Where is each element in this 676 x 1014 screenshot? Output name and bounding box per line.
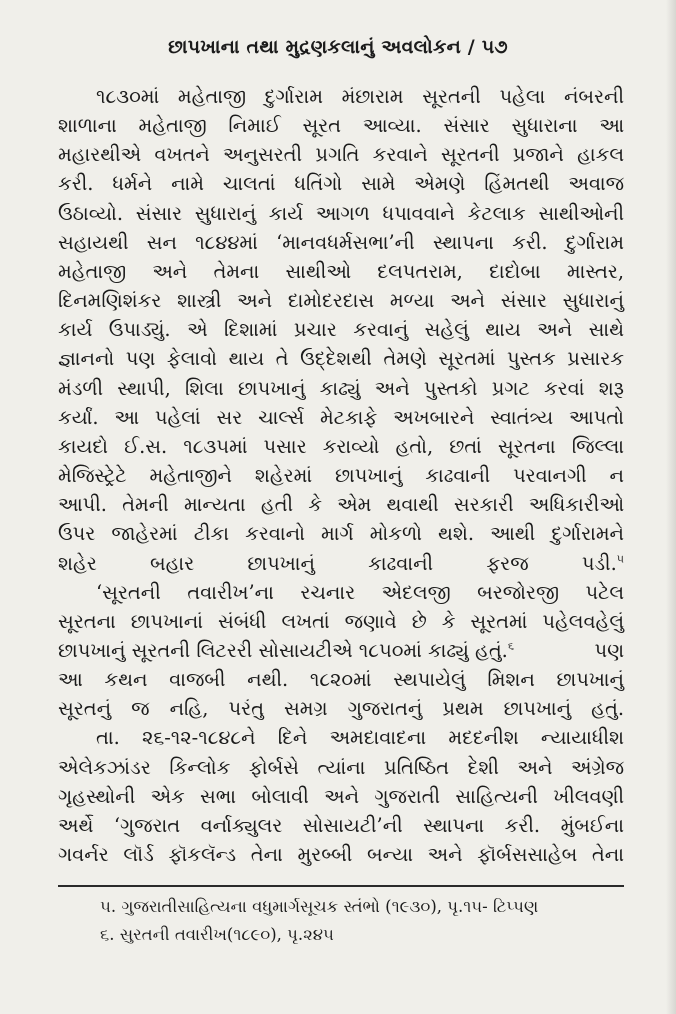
text-segment-a: છાપખાનું સૂરતની લિટરરી સોસાયટીએ ૧૮૫૦માં કાઢ્યું હતું.: [58, 638, 508, 662]
text-line: ‘સૂરતની તવારીખ’ના રચનાર એદલજી બરજોરજી પટેલ: [96, 580, 624, 604]
text-line-last: સૂરતનું જ નહિ, પરંતુ સમગ્ર ગુજરાતનું પ્રથમ છાપખાનું હતું.: [58, 697, 624, 721]
paragraph-3: [58, 723, 624, 869]
text-line: ગૃહસ્થોની એક સભા બોલાવી અને ગુજરાતી સાહિત્યની ખીલવણી: [58, 784, 624, 808]
text-line: એલેકઝાંડર કિન્લોક ફોર્બસે ત્યાંના પ્રતિષ્ઠિત દેશી અને અંગ્રેજ: [58, 755, 624, 779]
text-line: મેજિસ્ટ્રેટે મહેતાજીને શહેરમાં છાપખાનું કાઢવાની પરવાનગી ન: [58, 464, 624, 488]
text-line: મહારથીએ વખતને અનુસરતી પ્રગતિ કરવાને સૂરતની પ્રજાને હાકલ: [58, 143, 624, 167]
footnote-divider: [58, 885, 624, 887]
text-line: કાર્ય ઉપાડ્યું. એ દિશામાં પ્રચાર કરવાનું સહેલું થાય અને સાથે: [58, 318, 624, 342]
paragraph-2: [58, 578, 624, 724]
text-line: જ્ઞાનનો પણ ફેલાવો થાય તે ઉદ્દેશથી તેમણે સૂરતમાં પુસ્તક પ્રસારક: [58, 347, 624, 371]
text-line: ગવર્નર લૉર્ડ ફૉકલૅન્ડ તેના મુરબ્બી બન્યા અને ફૉર્બસસાહેબ તેના: [58, 843, 624, 867]
text-segment: શહેર બહાર છાપખાનું કાઢવાની ફરજ પડી.: [58, 551, 617, 575]
text-line: આપી. તેમની માન્યતા હતી કે એમ થવાથી સરકારી અધિકારીઓ: [58, 493, 624, 517]
text-segment: [58, 636, 514, 665]
text-line: તા. ૨૬-૧૨-૧૮૪૮ને દિને અમદાવાદના મદદનીશ ન્યાયાધીશ: [96, 726, 624, 750]
footnote-ref-6[interactable]: ૬: [507, 639, 515, 653]
text-line: [58, 636, 624, 665]
text-line: શાળાના મહેતાજી નિમાઈ સૂરત આવ્યા. સંસાર સુધારાના આ: [58, 114, 624, 138]
text-segment-b: પણ: [594, 638, 624, 662]
text-line: કરી. ધર્મને નામે ચાલતાં ધતિંગો સામે એમણે હિંમતથી અવાજ: [58, 172, 624, 196]
text-line: દિનમણિશંકર શાસ્ત્રી અને દામોદરદાસ મળ્યા અને સંસાર સુધારાનું: [58, 289, 624, 313]
text-line: અર્થે ‘ગુજરાત વર્નાક્યુલર સોસાયટી’ની સ્થાપના કરી. મુંબઈના: [58, 813, 624, 837]
text-line: ૧૮૩૦માં મહેતાજી દુર્ગારામ મંછારામ સૂરતની પહેલા નંબરની: [96, 85, 624, 108]
text-line: કર્યાં. આ પહેલાં સર ચાર્લ્સ મેટકાફે અખબારને સ્વાતંત્ર્ય આપતો: [58, 405, 624, 429]
text-line: કાયદો ઈ.સ. ૧૮૩૫માં પસાર કરાવ્યો હતો, છતાં સૂરતના જિલ્લા: [58, 434, 624, 458]
text-line: ઉઠાવ્યો. સંસાર સુધારાનું કાર્ય આગળ ધપાવવાને કેટલાક સાથીઓની: [58, 201, 624, 225]
text-line: મહેતાજી અને તેમના સાથીઓ દલપતરામ, દાદોબા માસ્તર,: [58, 259, 624, 283]
running-header: છાપખાના તથા મુદ્રણકલાનું અવલોકન / ૫૭: [168, 36, 508, 58]
text-line: ઉપર જાહેરમાં ટીકા કરવાનો માર્ગ મોકળો થશે. આથી દુર્ગારામને: [58, 522, 624, 546]
text-line-last: [58, 549, 624, 578]
footnote-6: ૬. સુરતની તવારીખ(૧૮૯૦), પૃ.૨૪૫: [100, 925, 334, 944]
text-line: સહાયથી સન ૧૮૪૪માં ‘માનવધર્મસભા’ની સ્થાપના કરી. દુર્ગારામ: [58, 230, 624, 254]
body-text: [58, 82, 624, 869]
text-line: આ કથન વાજબી નથી. ૧૮૨૦માં સ્થપાયેલું મિશન છાપખાનું: [58, 668, 624, 692]
footnotes: [100, 893, 640, 949]
footnote-5: ૫. ગુજરાતીસાહિત્યના વધુમાર્ગસૂચક સ્તંભો (૧૯૩૦), પૃ.૧૫- ટિપ્પણ: [100, 897, 539, 916]
text-line: સૂરતના છાપખાનાં સંબંધી લખતાં જણાવે છે કે સૂરતમાં પહેલવહેલું: [58, 609, 624, 633]
footnote-ref-5[interactable]: ૫: [616, 552, 624, 566]
text-line: મંડળી સ્થાપી, શિલા છાપખાનું કાઢ્યું અને પુસ્તકો પ્રગટ કરવાં શરૂ: [58, 376, 624, 400]
paragraph-1: [58, 82, 624, 578]
